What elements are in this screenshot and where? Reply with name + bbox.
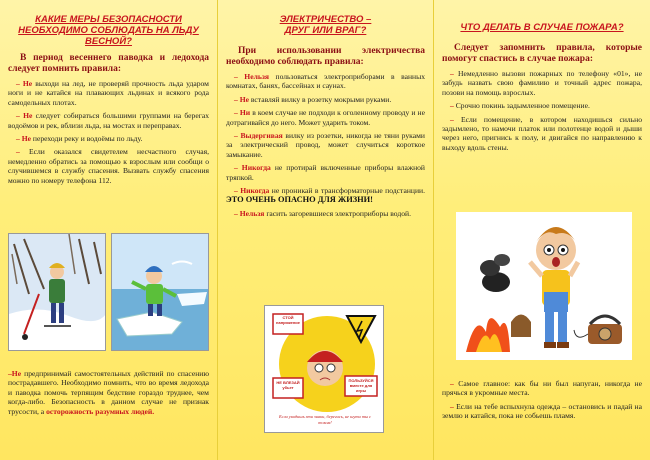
ice-section-title: КАКИЕ МЕРЫ БЕЗОПАСНОСТИ НЕОБХОДИМО СОБЛЮДАТЬ НА ЛЬДУ ВЕСНОЙ? [18,14,199,47]
rule-item [8,147,209,185]
rule-text: Если оказался свидетелем несчастного случая, немедленно обратись за помощью к взрослым или сообщи о случившемся в службу спасения. Вызвать службу спасения можно по номеру телефона 112. [8,147,209,185]
rule-text: гасить загоревшиеся электроприборы водой. [264,208,411,218]
rule-item [226,108,425,127]
rule-item [442,379,642,398]
poster-sign-do-not-enter: НЕ ВЛЕЗАЙ убьет [276,380,300,390]
bullet-dash: – [234,131,238,141]
poster-sign-use: ПОЛЬЗУЙСЯ вместе для игры [348,378,374,393]
poster-sign-stop: СТОЙ напряжение [276,315,300,325]
rule-keyword: Нельзя [244,72,270,81]
rule-text: вставляй вилку в розетку мокрыми руками. [248,94,392,104]
bullet-dash: – [234,72,238,81]
fire-bottom-rules [442,375,642,421]
rule-keyword: Не [22,79,33,88]
electricity-lead-text: При использовании электричества необходимо соблюдать правила: [226,46,425,67]
rule-keyword: Нельзя [239,208,265,218]
electricity-section-title [226,14,425,36]
bullet-dash: – [16,111,20,121]
rule-item [442,101,642,110]
bullet-dash: – [16,134,20,144]
bullet-dash: – [234,94,238,104]
rule-text: пользоваться электроприборами в ванных комнатах, банях, бассейнах и саунах. [226,72,425,91]
rule-keyword: Ни [239,108,251,118]
ice-rules-list [8,79,209,185]
skier-boy-picture [8,233,106,351]
rule-keyword: Никогда [241,163,271,173]
ice-lead-text: В период весеннего паводка и ледохода следует помнить правила: [8,53,209,74]
rule-item [226,209,425,218]
rule-keyword: Никогда [240,186,270,196]
electric-danger-poster [264,305,384,433]
fire-section-title: ЧТО ДЕЛАТЬ В СЛУЧАЕ ПОЖАРА? [460,22,624,33]
rule-item [8,111,209,130]
rule-text: следует собираться большими группами на берегах водоёмов и рек, вблизи льда, на мостах и переправах. [8,111,209,130]
rule-item [8,134,209,143]
rule-text: Если на тебе вспыхнула одежда – остановись и падай на землю и катайся, пока не собьешь пламя. [442,401,642,421]
bullet-dash: – [8,369,12,378]
rule-item [442,69,642,97]
rule-text: не протирай включенные приборы влажной тряпкой. [226,163,425,182]
rule-item [442,115,642,153]
fire-safety-column [434,0,650,460]
fire-rules-list [442,69,642,152]
rule-item [226,95,425,104]
ice-bottom-rule [8,369,209,416]
bullet-dash: – [450,101,454,111]
rule-keyword: Не [239,94,249,104]
bullet-dash: – [234,186,238,196]
ice-safety-column [0,0,217,460]
rule-item [442,402,642,421]
rule-item [8,79,209,107]
bullet-dash: – [16,79,20,88]
poster-caption: Если увидишь эти знаки, берегись, не шути ты с током! [278,414,372,425]
bullet-dash: – [16,147,20,157]
rule-item [226,186,425,205]
rule-keyword: Не [23,111,33,121]
bullet-dash: – [450,379,454,388]
ice-illustrations [8,233,209,353]
bullet-dash: – [450,69,454,78]
rule-highlight: осторожность разумных людей. [46,406,155,416]
rule-text: выходи на лед, не проверяй прочность льда ударом ноги и не катайся на плавающих льдинах и всякого рода самодельных плотах. [8,79,209,107]
bullet-dash: – [450,114,454,124]
bullet-dash: – [234,208,238,218]
bullet-dash: – [234,163,238,173]
electricity-rules-list [226,72,425,218]
title-line-1: ЭЛЕКТРИЧЕСТВО – [279,14,372,25]
rule-keyword: Не [21,134,31,144]
rule-text: предпринимай самостоятельных действий по спасению пострадавшего. Необходимо помнить, что во время ледохода и паводка помочь терпящим бедствие гораздо труднее, чем когда-либо. Безопасность в данном случае не признак трусости, а [8,369,209,416]
fire-lead-text: Следует запомнить правила, которые помогут спастись в случае пожара: [442,43,642,64]
rule-text: не проникай в трансформаторные подстанции. [269,186,425,196]
danger-warning: ЭТО ОЧЕНЬ ОПАСНО ДЛЯ ЖИЗНИ! [226,195,373,205]
ice-floe-boy-picture [111,233,209,351]
title-line-2: ДРУГ ИЛИ ВРАГ? [284,25,367,36]
bullet-dash: – [234,108,238,118]
rule-text: Немедленно вызови пожарных по телефону «01», не забудь назвать свою фамилию и точный адрес пожара, позови на помощь взрослых. [442,69,642,97]
rule-item [226,163,425,182]
rule-text: Срочно покинь задымленное помещение. [455,101,590,111]
rule-text: Самое главное: как бы ни был напуган, никогда не прячься в укромные места. [442,379,642,398]
rule-text: в коем случае не подходи к оголенному проводу и не дотрагивайся до него. Может ударить током. [226,108,425,127]
fire-boy-picture [456,212,632,360]
rule-text: Если помещение, в котором находишься сильно задымлено, то намочи платок или полотенце водой и дыши через него, пригнись к полу, и двигайся по направлению к выходу вдоль стены. [442,114,642,152]
rule-item [226,72,425,91]
rule-keyword: Не [11,369,22,378]
bullet-dash: – [450,401,454,411]
rule-text: вилку из розетки, никогда не тяни руками за электрический провод, может случиться короткое замыкание. [226,131,425,159]
electricity-column [217,0,434,460]
rule-item [226,131,425,159]
rule-text: переходи реку и водоёмы по льду. [30,134,143,144]
rule-keyword: Выдергивая [240,131,283,141]
